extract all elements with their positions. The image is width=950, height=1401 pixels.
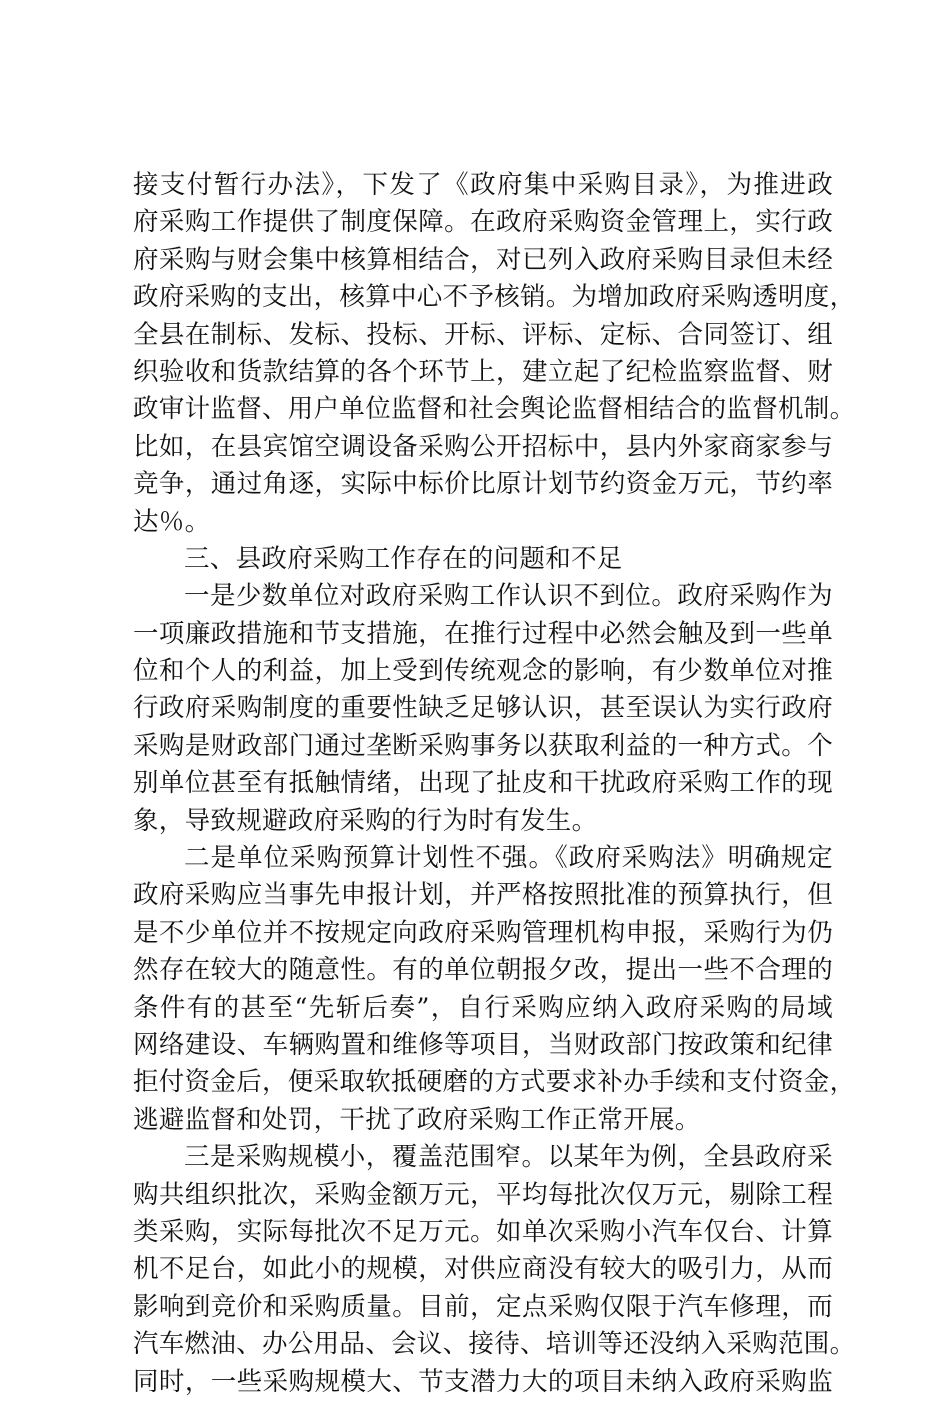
text-line: 织验收和货款结算的各个环节上，建立起了纪检监察监督、财 — [133, 356, 833, 387]
text-line: 采购是财政部门通过垄断采购事务以获取利益的一种方式。个 — [133, 730, 833, 761]
text-line: 购共组织批次，采购金额万元，平均每批次仅万元，剔除工程 — [133, 1179, 833, 1210]
text-line: 网络建设、车辆购置和维修等项目，当财政部门按政策和纪律 — [133, 1029, 833, 1060]
text-line: 政府采购的支出，核算中心不予核销。为增加政府采购透明度， — [133, 282, 856, 313]
text-line: 行政府采购制度的重要性缺乏足够认识，甚至误认为实行政府 — [133, 693, 833, 724]
text-line: 影响到竞价和采购质量。目前，定点采购仅限于汽车修理，而 — [133, 1291, 833, 1322]
text-line: 类采购，实际每批次不足万元。如单次采购小汽车仅台、计算 — [133, 1216, 833, 1247]
text-line: 是不少单位并不按规定向政府采购管理机构申报，采购行为仍 — [133, 917, 833, 948]
text-line: 全县在制标、发标、投标、开标、评标、定标、合同签订、组 — [133, 319, 833, 350]
text-line: 位和个人的利益，加上受到传统观念的影响，有少数单位对推 — [133, 656, 833, 687]
text-line: 同时，一些采购规模大、节支潜力大的项目未纳入政府采购监 — [133, 1366, 833, 1397]
paragraph-start-line: 二是单位采购预算计划性不强。《政府采购法》明确规定 — [184, 843, 833, 874]
paragraph-start-line: 一是少数单位对政府采购工作认识不到位。政府采购作为 — [184, 581, 833, 612]
text-line: 比如，在县宾馆空调设备采购公开招标中，县内外家商家参与 — [133, 431, 833, 462]
text-line: 逃避监督和处罚，干扰了政府采购工作正常开展。 — [133, 1104, 701, 1135]
text-line: 汽车燃油、办公用品、会议、接待、培训等还没纳入采购范围。 — [133, 1329, 856, 1360]
paragraph-start-line: 三、县政府采购工作存在的问题和不足 — [184, 543, 623, 574]
text-line: 达％。 — [133, 506, 211, 537]
text-line: 然存在较大的随意性。有的单位朝报夕改，提出一些不合理的 — [133, 955, 833, 986]
text-line: 竞争，通过角逐，实际中标价比原计划节约资金万元，节约率 — [133, 469, 833, 500]
text-line: 象，导致规避政府采购的行为时有发生。 — [133, 805, 598, 836]
text-line: 政府采购应当事先申报计划，并严格按照批准的预算执行，但 — [133, 880, 833, 911]
text-line: 府采购工作提供了制度保障。在政府采购资金管理上，实行政 — [133, 207, 833, 238]
text-line: 政审计监督、用户单位监督和社会舆论监督相结合的监督机制。 — [133, 394, 856, 425]
text-line: 府采购与财会集中核算相结合，对已列入政府采购目录但未经 — [133, 244, 833, 275]
paragraph-start-line: 三是采购规模小，覆盖范围窄。以某年为例，全县政府采 — [184, 1142, 833, 1173]
text-line: 接支付暂行办法》，下发了《政府集中采购目录》，为推进政 — [133, 170, 833, 200]
text-line: 机不足台，如此小的规模，对供应商没有较大的吸引力，从而 — [133, 1254, 833, 1285]
document-body — [133, 167, 856, 1401]
text-line: 拒付资金后，便采取软抵硬磨的方式要求补办手续和支付资金， — [133, 1067, 856, 1098]
text-line: 别单位甚至有抵触情绪，出现了扯皮和干扰政府采购工作的现 — [133, 768, 833, 799]
text-line: 一项廉政措施和节支措施，在推行过程中必然会触及到一些单 — [133, 618, 833, 649]
text-line: 条件有的甚至“先斩后奏”，自行采购应纳入政府采购的局域 — [133, 992, 833, 1023]
